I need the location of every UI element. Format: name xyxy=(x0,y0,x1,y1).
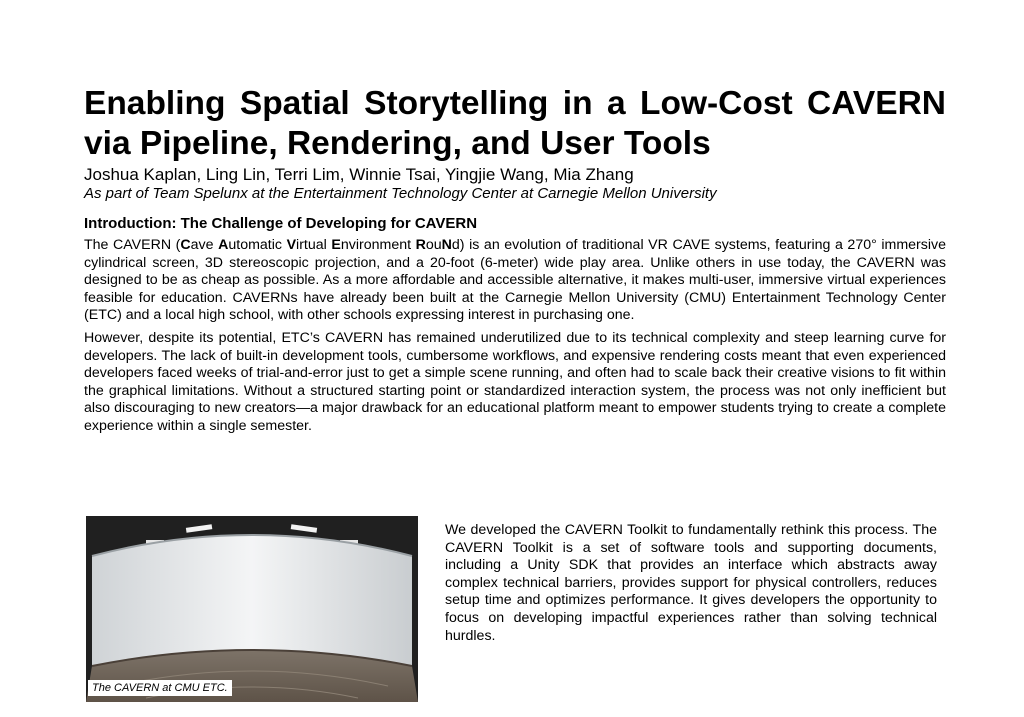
acronym-rest: d xyxy=(451,237,460,253)
paper-page xyxy=(84,84,946,441)
author-list: Joshua Kaplan, Ling Lin, Terri Lim, Winnie Tsai, Yingjie Wang, Mia Zhang xyxy=(84,165,634,184)
acronym-rest: ave xyxy=(190,237,219,253)
intro-p1-post: ) is an evolution of traditional VR CAVE systems, featuring a 270° immersive cylindrical screen, 3D stereoscopic projection, and a 20-foot (6-meter) wide play area. Unlike others in use today, the CAVERN was designed to be as cheap as possible. As a more affordable and accessible alternative, it makes multi-user, immersive virtual experiences feasible for education. CAVERNs have already been built at the Carnegie Mellon University (CMU) Entertainment Technology Center (ETC) and a local high school, with other schools expressing interest in purchasing one. xyxy=(84,237,946,324)
acronym-letter: E xyxy=(331,237,341,253)
acronym-letter: C xyxy=(180,237,191,253)
section-heading-introduction: Introduction: The Challenge of Developing for CAVERN xyxy=(84,215,478,232)
intro-paragraph-1 xyxy=(84,237,946,325)
affiliation: As part of Team Spelunx at the Entertainment Technology Center at Carnegie Mellon University xyxy=(84,185,717,202)
acronym-letter: V xyxy=(286,237,297,253)
paper-title: Enabling Spatial Storytelling in a Low-Cost CAVERN via Pipeline, Rendering, and User Tools xyxy=(84,85,946,162)
acronym-rest: utomatic xyxy=(228,237,287,253)
acronym-rest: nvironment xyxy=(340,237,416,253)
toolkit-paragraph: We developed the CAVERN Toolkit to fundamentally rethink this process. The CAVERN Toolkit is a set of software tools and supporting documents, including a Unity SDK that provides an interface which abstracts away complex technical barriers, provides support for physical controllers, reduces setup time and optimizes performance. It gives developers the opportunity to focus on developing impactful experiences rather than solving technical hurdles. xyxy=(445,522,937,644)
figure-row xyxy=(86,516,946,706)
intro-p1-pre: The CAVERN ( xyxy=(84,237,181,253)
acronym-rest: irtual xyxy=(296,237,332,253)
acronym-letter: R xyxy=(415,237,426,253)
cavern-photo xyxy=(86,516,418,702)
cavern-illustration xyxy=(86,516,418,702)
figure-caption: The CAVERN at CMU ETC. xyxy=(88,680,232,696)
acronym-letter: A xyxy=(218,237,229,253)
acronym-letter: N xyxy=(441,237,452,253)
acronym-rest: ou xyxy=(425,237,442,253)
intro-paragraph-2: However, despite its potential, ETC’s CAVERN has remained underutilized due to its technical complexity and steep learning curve for developers. The lack of built-in development tools, cumbersome workflows, and expensive rendering costs meant that even experienced developers faced weeks of trial-and-error just to get a simple scene running, and often had to scale back their creative visions to fit within the graphical limitations. Without a structured starting point or standardized interaction system, the process was not only inefficient but also discouraging to new creators—a major drawback for an educational platform meant to empower students trying to create a complete experience within a single semester. xyxy=(84,329,946,434)
